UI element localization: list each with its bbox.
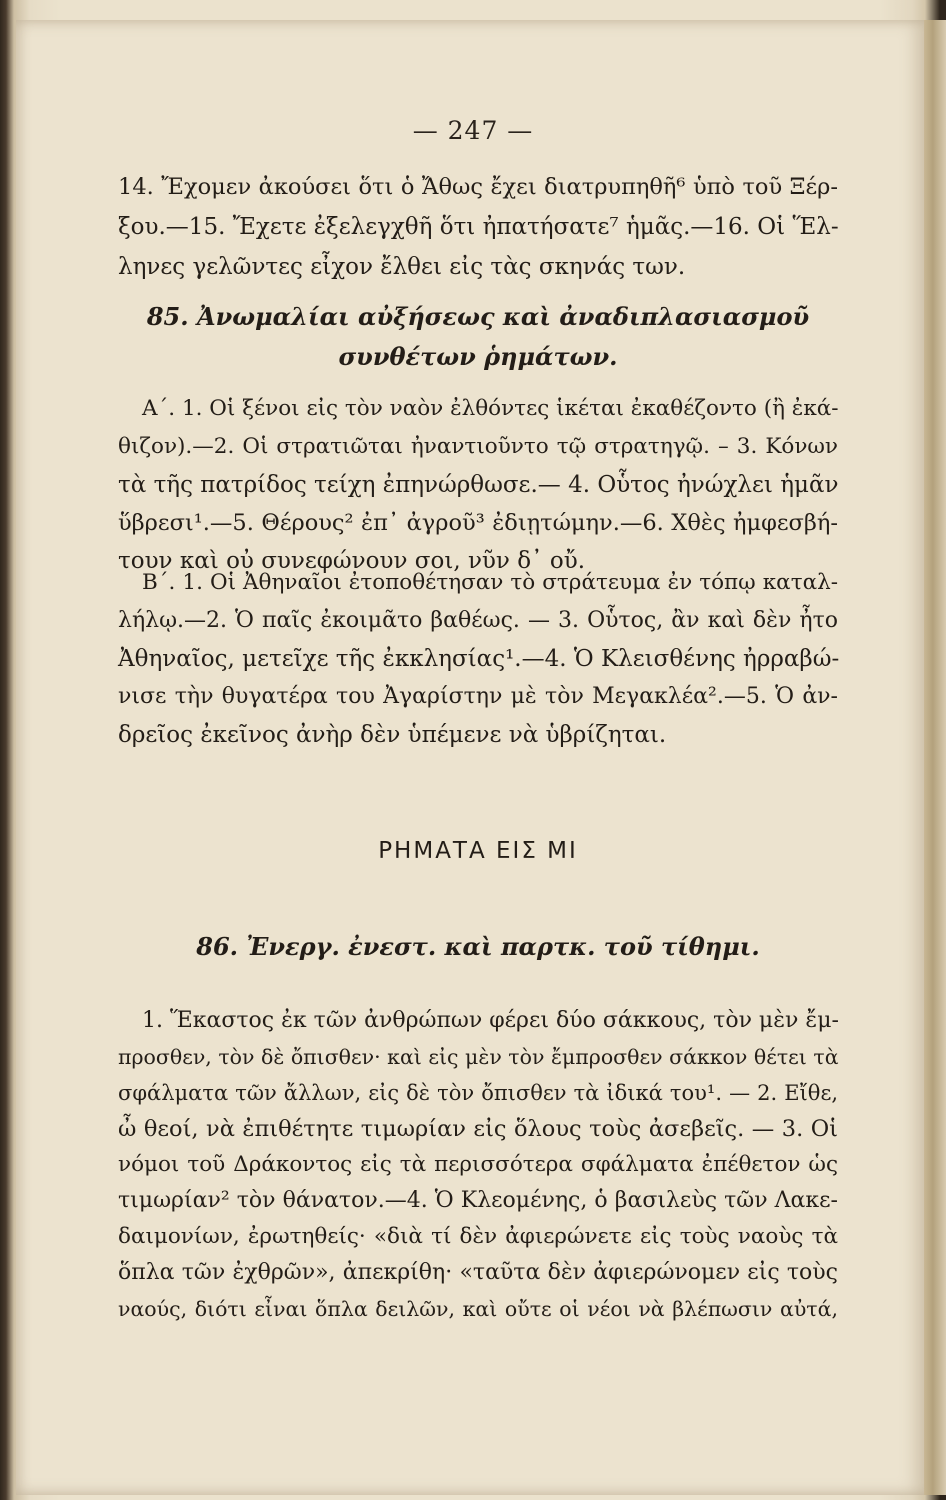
text-line: δρεῖος ἐκεῖνος ἀνὴρ δὲν ὑπέμενε νὰ ὑβρίζηται. (118, 722, 667, 748)
text-line: ναούς, διότι εἶναι ὅπλα δειλῶν, καὶ οὔτε οἱ νέοι νὰ βλέπωσιν αὐτά, (118, 1297, 838, 1321)
text-line: σφάλματα τῶν ἄλλων, εἰς δὲ τὸν ὄπισθεν τὰ ἰδικά του¹. — 2. Εἴθε, (118, 1081, 838, 1105)
text-line: νόμοι τοῦ Δράκοντος εἰς τὰ περισσότερα σφάλματα ἐπέθετον ὡς (118, 1152, 838, 1177)
text-line: τὰ τῆς πατρίδος τείχη ἐπηνώρθωσε.— 4. Οὗτος ἠνώχλει ἡμᾶν (118, 472, 839, 498)
text-line: τιμωρίαν² τὸν θάνατον.—4. Ὁ Κλεομένης, ὁ βασιλεὺς τῶν Λακε- (118, 1188, 838, 1213)
chapter-title: ΡΗΜΑΤΑ ΕΙΣ ΜΙ (378, 838, 578, 864)
text-line: ὕβρεσι¹.—5. Θέρους² ἐπ᾽ ἀγροῦ³ ἐδιῃτώμην.—6. Χθὲς ἠμφεσβή- (118, 510, 838, 536)
text-line: δαιμονίων, ἐρωτηθείς· «διὰ τί δὲν ἀφιερώνετε εἰς τοὺς ναοὺς τὰ (118, 1224, 838, 1249)
section-86-number: 86. (196, 932, 239, 961)
text-line: ληνες γελῶντες εἶχον ἔλθει εἰς τὰς σκηνάς των. (118, 254, 686, 280)
section-85-title: Ἀνωμαλίαι αὐξήσεως καὶ ἀναδιπλασιασμοῦ (196, 302, 810, 331)
text-line: 1. Ἕκαστος ἐκ τῶν ἀνθρώπων φέρει δύο σάκκους, τὸν μὲν ἔμ- (142, 1008, 839, 1033)
text-line: θιζον).—2. Οἱ στρατιῶται ἠναντιοῦντο τῷ στρατηγῷ. – 3. Κόνων (118, 434, 838, 459)
text-line: τουν καὶ οὐ συνεφώνουν σοι, νῦν δ᾽ οὔ. (118, 548, 586, 574)
text-line: ὅπλα τῶν ἐχθρῶν», ἀπεκρίθη· «ταῦτα δὲν ἀφιερώνομεν εἰς τοὺς (118, 1260, 838, 1285)
section-86-title-line (118, 932, 838, 961)
text-line: προσθεν, τὸν δὲ ὄπισθεν· καὶ εἰς μὲν τὸν ἔμπροσθεν σάκκον θέτει τὰ (118, 1045, 839, 1069)
text-line: 14. Ἔχομεν ἀκούσει ὅτι ὁ Ἄθως ἔχει διατρυπηθῆ⁶ ὑπὸ τοῦ Ξέρ- (118, 174, 838, 200)
page-number: — 247 — (412, 116, 534, 145)
text-line: ξου.—15. Ἔχετε ἐξελεγχθῆ ὅτι ἠπατήσατε⁷ ἡμᾶς.—16. Οἱ Ἕλ- (118, 214, 839, 240)
text-line: Ἀθηναῖος, μετεῖχε τῆς ἐκκλησίας¹.—4. Ὁ Κλεισθένης ἠρραβώ- (118, 646, 840, 672)
page-edge (924, 20, 946, 1495)
text-line: Β΄. 1. Οἱ Ἀθηναῖοι ἐτοποθέτησαν τὸ στράτευμα ἐν τόπῳ καταλ- (142, 570, 838, 595)
text-line: νισε τὴν θυγατέρα του Ἀγαρίστην μὲ τὸν Μεγακλέα².—5. Ὁ ἀν- (118, 684, 838, 709)
text-line: λήλῳ.—2. Ὁ παῖς ἐκοιμᾶτο βαθέως. — 3. Οὗτος, ἂν καὶ δὲν ἦτο (118, 608, 838, 633)
section-85-number: 85. (146, 302, 189, 331)
section-85-title-line-2: συνθέτων ῥημάτων. (338, 342, 618, 371)
section-85-title-line-1 (118, 302, 838, 331)
text-line: Α΄. 1. Οἱ ξένοι εἰς τὸν ναὸν ἐλθόντες ἱκέται ἐκαθέζοντο (ἢ ἐκά- (142, 396, 839, 421)
section-86-title: Ἐνεργ. ἐνεστ. καὶ παρτκ. τοῦ τίθημι. (246, 932, 760, 961)
text-line: ὦ θεοί, νὰ ἐπιθέτητε τιμωρίαν εἰς ὅλους τοὺς ἀσεβεῖς. — 3. Οἱ (118, 1116, 838, 1142)
